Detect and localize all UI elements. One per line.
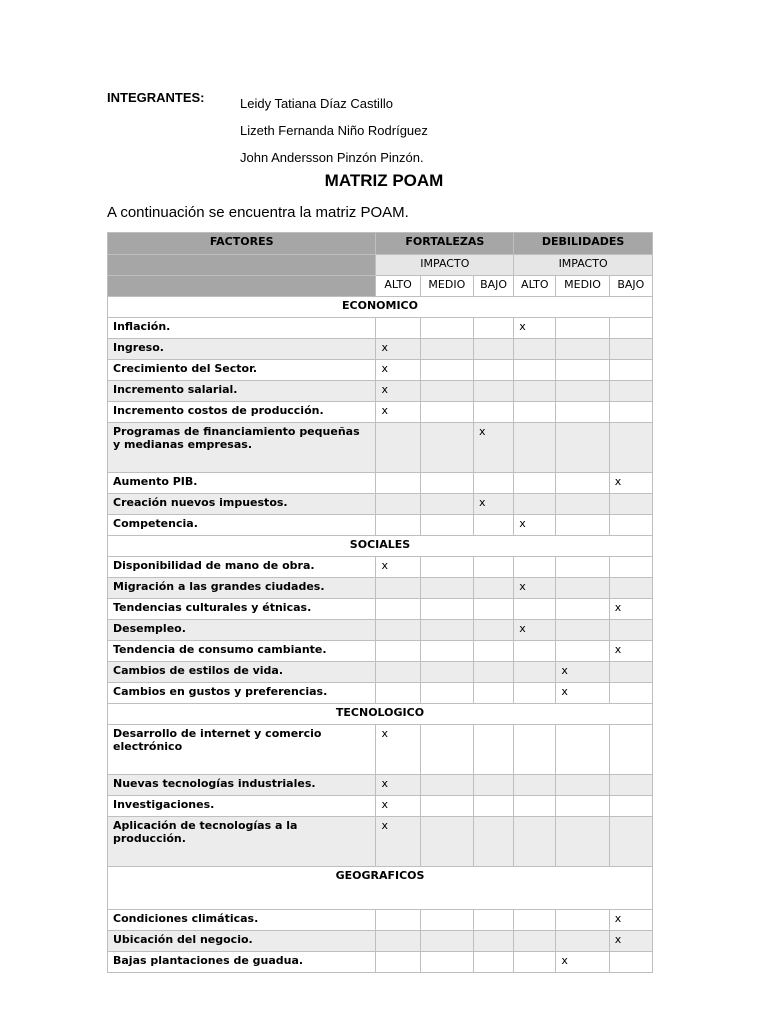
impact-cell [473,662,513,683]
level-header-row [108,276,653,297]
impact-cell [609,339,652,360]
impact-mark: x [376,360,420,381]
impact-cell [609,952,652,973]
member-name: Lizeth Fernanda Niño Rodríguez [240,123,428,138]
poam-body [108,297,653,973]
impact-cell [473,515,513,536]
table-row [108,494,653,515]
impact-cell [556,381,609,402]
factor-cell: Nuevas tecnologías industriales. [108,775,376,796]
impact-cell [473,360,513,381]
impact-cell [609,775,652,796]
members-list [240,90,428,171]
table-row [108,641,653,662]
impact-cell [473,557,513,578]
header-level: MEDIO [420,276,473,297]
impact-cell [556,599,609,620]
factor-cell: Tendencia de consumo cambiante. [108,641,376,662]
impact-cell [420,952,473,973]
impact-cell [376,318,420,339]
impact-cell [376,662,420,683]
header-blank [108,255,376,276]
table-row [108,775,653,796]
table-row [108,931,653,952]
section-title: TECNOLOGICO [108,704,653,725]
impact-cell [556,339,609,360]
factor-cell: Condiciones climáticas. [108,910,376,931]
impact-cell [514,952,556,973]
section-title: ECONOMICO [108,297,653,318]
impact-cell [420,620,473,641]
impact-cell [376,599,420,620]
factor-cell: Desarrollo de internet y comercio electrónico [108,725,376,775]
impact-cell [514,641,556,662]
impact-mark: x [376,775,420,796]
factor-cell: Ubicación del negocio. [108,931,376,952]
impact-mark: x [609,599,652,620]
impact-cell [420,423,473,473]
impact-cell [556,557,609,578]
impact-mark: x [473,423,513,473]
header-level: MEDIO [556,276,609,297]
impact-cell [420,494,473,515]
impact-mark: x [609,910,652,931]
impact-cell [473,402,513,423]
impact-cell [556,775,609,796]
impact-cell [609,796,652,817]
impact-cell [376,910,420,931]
impact-cell [609,557,652,578]
table-row [108,725,653,775]
impact-cell [514,360,556,381]
header-factores: FACTORES [108,233,376,255]
impact-mark: x [514,318,556,339]
impact-mark: x [473,494,513,515]
header-blank [108,276,376,297]
impact-mark: x [376,725,420,775]
member-name: John Andersson Pinzón Pinzón. [240,150,424,165]
impact-cell [556,910,609,931]
factor-cell: Migración a las grandes ciudades. [108,578,376,599]
impact-cell [609,817,652,867]
impact-cell [609,683,652,704]
impact-mark: x [556,952,609,973]
header-row [108,233,653,255]
poam-matrix-table [107,232,653,973]
factor-cell: Incremento costos de producción. [108,402,376,423]
table-row [108,473,653,494]
table-row [108,381,653,402]
factor-cell: Creación nuevos impuestos. [108,494,376,515]
impact-cell [514,494,556,515]
impact-cell [376,423,420,473]
impact-cell [473,339,513,360]
impact-mark: x [376,339,420,360]
impact-cell [420,641,473,662]
members-label: INTEGRANTES: [107,90,205,105]
impact-cell [473,952,513,973]
section-row [108,297,653,318]
impact-cell [556,796,609,817]
impact-cell [609,423,652,473]
factor-cell: Desempleo. [108,620,376,641]
impact-cell [420,910,473,931]
impact-cell [609,318,652,339]
impact-cell [420,683,473,704]
section-title: SOCIALES [108,536,653,557]
impact-cell [420,339,473,360]
impact-cell [376,515,420,536]
factor-cell: Inflación. [108,318,376,339]
section-title: GEOGRAFICOS [108,867,653,910]
impact-mark: x [376,381,420,402]
table-row [108,360,653,381]
impact-cell [556,620,609,641]
header-level: BAJO [473,276,513,297]
impact-cell [514,599,556,620]
impact-cell [514,381,556,402]
impact-mark: x [376,557,420,578]
impact-cell [514,683,556,704]
table-row [108,817,653,867]
page-title: MATRIZ POAM [324,171,444,190]
table-row [108,318,653,339]
impact-cell [420,662,473,683]
factor-cell: Investigaciones. [108,796,376,817]
impact-cell [376,494,420,515]
impact-mark: x [556,683,609,704]
impact-cell [420,515,473,536]
table-row [108,578,653,599]
impact-cell [556,494,609,515]
impact-cell [376,578,420,599]
impact-cell [376,952,420,973]
impact-cell [473,931,513,952]
impact-cell [473,910,513,931]
impact-cell [420,360,473,381]
table-row [108,662,653,683]
impact-cell [473,318,513,339]
impact-cell [514,775,556,796]
table-row [108,620,653,641]
impact-mark: x [609,641,652,662]
impact-cell [609,381,652,402]
impact-cell [376,683,420,704]
impact-cell [609,725,652,775]
impact-cell [420,557,473,578]
impact-mark: x [376,402,420,423]
impact-header-row [108,255,653,276]
impact-cell [473,620,513,641]
factor-cell: Incremento salarial. [108,381,376,402]
impact-cell [420,578,473,599]
factor-cell: Cambios en gustos y preferencias. [108,683,376,704]
table-row [108,557,653,578]
factor-cell: Programas de financiamiento pequeñas y medianas empresas. [108,423,376,473]
impact-cell [420,402,473,423]
impact-cell [609,620,652,641]
impact-cell [609,360,652,381]
impact-cell [376,620,420,641]
factor-cell: Aumento PIB. [108,473,376,494]
factor-cell: Crecimiento del Sector. [108,360,376,381]
impact-cell [420,318,473,339]
impact-cell [514,339,556,360]
impact-cell [376,641,420,662]
table-row [108,952,653,973]
impact-mark: x [609,473,652,494]
impact-cell [556,578,609,599]
table-row [108,910,653,931]
impact-cell [609,515,652,536]
impact-cell [473,725,513,775]
section-row [108,867,653,910]
impact-cell [514,557,556,578]
impact-cell [556,725,609,775]
impact-cell [420,775,473,796]
impact-cell [420,817,473,867]
impact-cell [514,473,556,494]
impact-mark: x [609,931,652,952]
impact-mark: x [514,620,556,641]
impact-cell [376,473,420,494]
impact-cell [556,318,609,339]
impact-cell [556,931,609,952]
impact-cell [420,599,473,620]
table-row [108,423,653,473]
factor-cell: Tendencias culturales y étnicas. [108,599,376,620]
table-row [108,515,653,536]
impact-cell [556,641,609,662]
table-row [108,599,653,620]
impact-cell [473,599,513,620]
impact-cell [420,931,473,952]
factor-cell: Cambios de estilos de vida. [108,662,376,683]
impact-mark: x [556,662,609,683]
impact-cell [473,578,513,599]
factor-cell: Competencia. [108,515,376,536]
impact-cell [473,473,513,494]
table-row [108,796,653,817]
impact-cell [514,662,556,683]
impact-cell [473,817,513,867]
impact-cell [556,515,609,536]
impact-mark: x [514,515,556,536]
header-impacto-debilidades: IMPACTO [514,255,653,276]
impact-cell [514,423,556,473]
impact-cell [473,381,513,402]
impact-cell [556,402,609,423]
impact-mark: x [376,796,420,817]
impact-cell [556,423,609,473]
impact-cell [609,578,652,599]
impact-cell [420,473,473,494]
header-impacto-fortalezas: IMPACTO [376,255,514,276]
impact-cell [514,796,556,817]
impact-cell [514,725,556,775]
factor-cell: Bajas plantaciones de guadua. [108,952,376,973]
header-level: ALTO [514,276,556,297]
table-row [108,683,653,704]
impact-cell [556,817,609,867]
impact-cell [473,641,513,662]
section-row [108,536,653,557]
impact-cell [420,725,473,775]
impact-mark: x [514,578,556,599]
impact-cell [376,931,420,952]
impact-cell [609,494,652,515]
impact-cell [473,796,513,817]
impact-cell [514,817,556,867]
header-debilidades: DEBILIDADES [514,233,653,255]
header-level: BAJO [609,276,652,297]
table-row [108,402,653,423]
factor-cell: Disponibilidad de mano de obra. [108,557,376,578]
section-row [108,704,653,725]
table-row [108,339,653,360]
impact-cell [609,662,652,683]
header-level: ALTO [376,276,420,297]
impact-mark: x [376,817,420,867]
impact-cell [473,683,513,704]
impact-cell [473,775,513,796]
impact-cell [420,796,473,817]
impact-cell [556,360,609,381]
impact-cell [609,402,652,423]
impact-cell [514,910,556,931]
impact-cell [514,402,556,423]
factor-cell: Aplicación de tecnologías a la producción. [108,817,376,867]
member-name: Leidy Tatiana Díaz Castillo [240,96,393,111]
header-fortalezas: FORTALEZAS [376,233,514,255]
intro-text: A continuación se encuentra la matriz POAM. [107,204,409,221]
impact-cell [420,381,473,402]
factor-cell: Ingreso. [108,339,376,360]
impact-cell [556,473,609,494]
impact-cell [514,931,556,952]
